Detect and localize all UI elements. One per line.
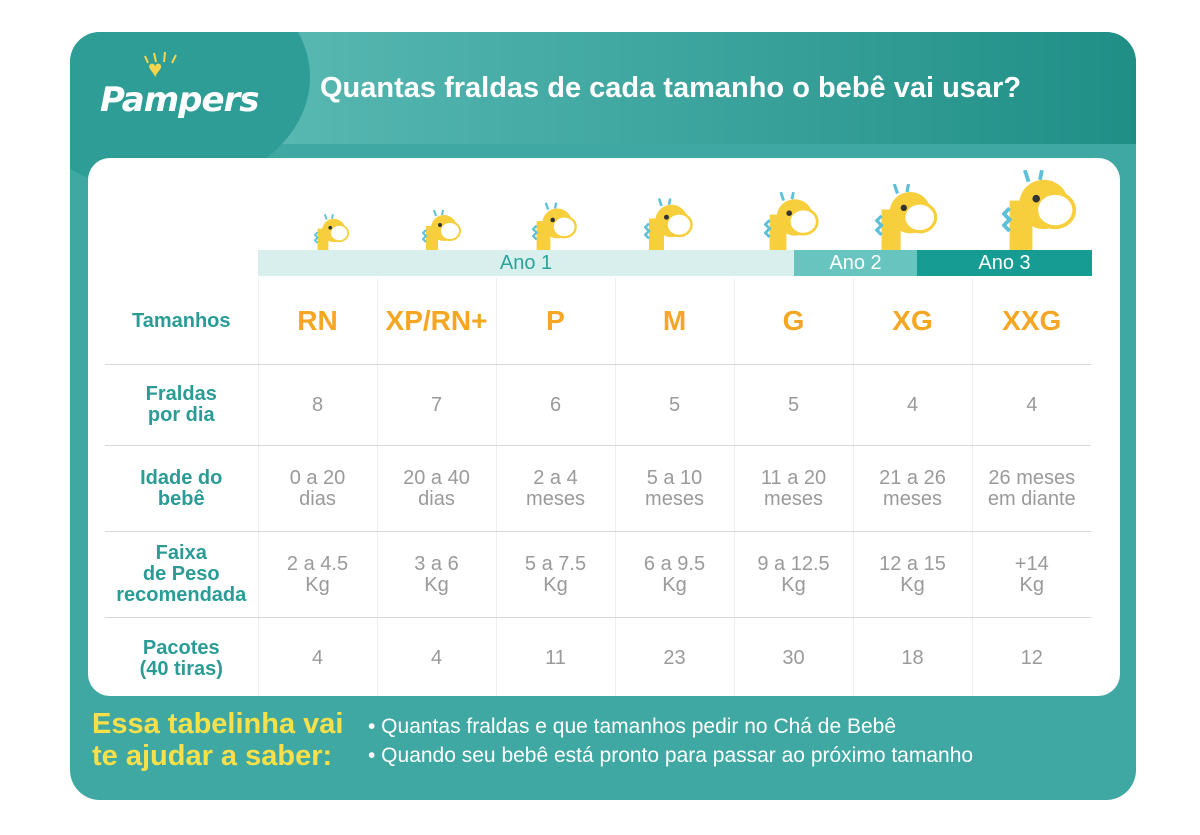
cell-line: Kg	[305, 573, 330, 596]
cell-line: 12 a 15	[879, 552, 946, 575]
size-cell: M	[615, 278, 734, 365]
cell-line: em diante	[987, 487, 1076, 510]
age-cell	[972, 446, 1091, 532]
label-line: Fraldas	[145, 383, 217, 405]
cell-line: 6 a 9.5	[643, 552, 706, 575]
weight-cell	[377, 532, 496, 618]
packs-cell: 23	[615, 618, 734, 697]
row-label-per-day	[105, 365, 258, 446]
size-cell: G	[734, 278, 853, 365]
year-1-band: Ano 1	[258, 250, 794, 276]
label-line: recomendada	[116, 584, 247, 606]
packs-cell: 18	[853, 618, 972, 697]
size-cell: XXG	[972, 278, 1091, 365]
label-line: (40 tiras)	[139, 657, 223, 680]
size-cell: XG	[853, 278, 972, 365]
per-day-cell: 4	[972, 365, 1091, 446]
per-day-cell: 5	[615, 365, 734, 446]
size-cell: RN	[258, 278, 377, 365]
footer-bullet: • Quantas fraldas e que tamanhos pedir no Chá de Bebê	[368, 715, 897, 738]
cell-line: 2 a 4.5	[286, 552, 349, 575]
page-title: Quantas fraldas de cada tamanho o bebê vai usar?	[320, 72, 1022, 104]
cell-line: 26 meses	[988, 466, 1076, 489]
cell-line: meses	[526, 487, 585, 510]
year-3-band: Ano 3	[917, 250, 1092, 276]
weight-cell	[734, 532, 853, 618]
giraffe-icon	[422, 210, 462, 254]
label-line: bebê	[157, 487, 205, 510]
table-row	[105, 365, 1091, 446]
cell-line: meses	[764, 487, 823, 510]
packs-cell: 11	[496, 618, 615, 697]
cell-line: meses	[883, 487, 942, 510]
age-cell	[258, 446, 377, 532]
cell-line: 2 a 4	[533, 466, 578, 489]
weight-cell	[615, 532, 734, 618]
cell-line: Kg	[781, 573, 806, 596]
cell-line: Kg	[662, 573, 687, 596]
cell-line: 5 a 10	[646, 466, 703, 489]
footer-headline-line: Essa tabelinha vai	[92, 708, 344, 740]
footer-headline	[92, 708, 343, 772]
label-line: Idade do	[140, 466, 223, 489]
cell-line: meses	[645, 487, 704, 510]
footer-bullet: • Quando seu bebê está pronto para passar ao próximo tamanho	[368, 744, 974, 767]
diaper-chart-card	[70, 32, 1136, 800]
footer-bullets	[368, 712, 973, 770]
cell-line: dias	[299, 487, 336, 510]
table-row	[105, 446, 1091, 532]
size-table-panel	[88, 158, 1120, 696]
giraffe-icon	[644, 198, 694, 254]
per-day-cell: 4	[853, 365, 972, 446]
weight-cell	[972, 532, 1091, 618]
packs-cell: 4	[258, 618, 377, 697]
table-row	[105, 618, 1091, 697]
logo-heart-icon: ♥	[148, 56, 163, 83]
cell-line: Kg	[424, 573, 449, 596]
cell-line: Kg	[1019, 573, 1044, 596]
per-day-cell: 5	[734, 365, 853, 446]
age-cell	[853, 446, 972, 532]
row-label-packs	[105, 618, 258, 697]
cell-line: 3 a 6	[414, 552, 459, 575]
cell-line: 0 a 20	[289, 466, 346, 489]
size-cell: XP/RN+	[377, 278, 496, 365]
cell-line: 11 a 20	[760, 466, 827, 489]
cell-line: 5 a 7.5	[524, 552, 587, 575]
table-row	[105, 278, 1091, 365]
table-row	[105, 532, 1091, 618]
per-day-cell: 8	[258, 365, 377, 446]
label-line: de Peso	[142, 563, 220, 585]
cell-line: Kg	[900, 573, 925, 596]
label-line: por dia	[147, 404, 215, 426]
giraffe-icon	[314, 214, 350, 254]
cell-line: Kg	[543, 573, 568, 596]
weight-cell	[853, 532, 972, 618]
age-cell	[377, 446, 496, 532]
cell-line: dias	[418, 487, 455, 510]
packs-cell: 30	[734, 618, 853, 697]
footer-headline-line: te ajudar a saber:	[92, 740, 333, 772]
age-cell	[615, 446, 734, 532]
per-day-cell: 7	[377, 365, 496, 446]
pampers-logo: Pampers	[100, 80, 259, 120]
cell-line: 9 a 12.5	[757, 552, 830, 575]
row-label-sizes: Tamanhos	[105, 278, 258, 365]
diaper-size-table	[105, 278, 1091, 696]
giraffe-icon	[1002, 170, 1078, 254]
row-label-weight	[105, 532, 258, 618]
giraffe-icon	[532, 202, 578, 254]
weight-cell	[258, 532, 377, 618]
label-line: Faixa	[155, 542, 207, 564]
giraffe-icon	[764, 192, 820, 254]
cell-line: 21 a 26	[879, 466, 946, 489]
cell-line: 20 a 40	[403, 466, 470, 489]
giraffe-icon	[874, 184, 940, 254]
per-day-cell: 6	[496, 365, 615, 446]
size-cell: P	[496, 278, 615, 365]
row-label-age	[105, 446, 258, 532]
age-cell	[496, 446, 615, 532]
cell-line: +14	[1014, 552, 1049, 575]
label-line: Pacotes	[142, 636, 220, 659]
packs-cell: 4	[377, 618, 496, 697]
year-2-band: Ano 2	[794, 250, 917, 276]
age-cell	[734, 446, 853, 532]
packs-cell: 12	[1020, 647, 1043, 669]
weight-cell	[496, 532, 615, 618]
